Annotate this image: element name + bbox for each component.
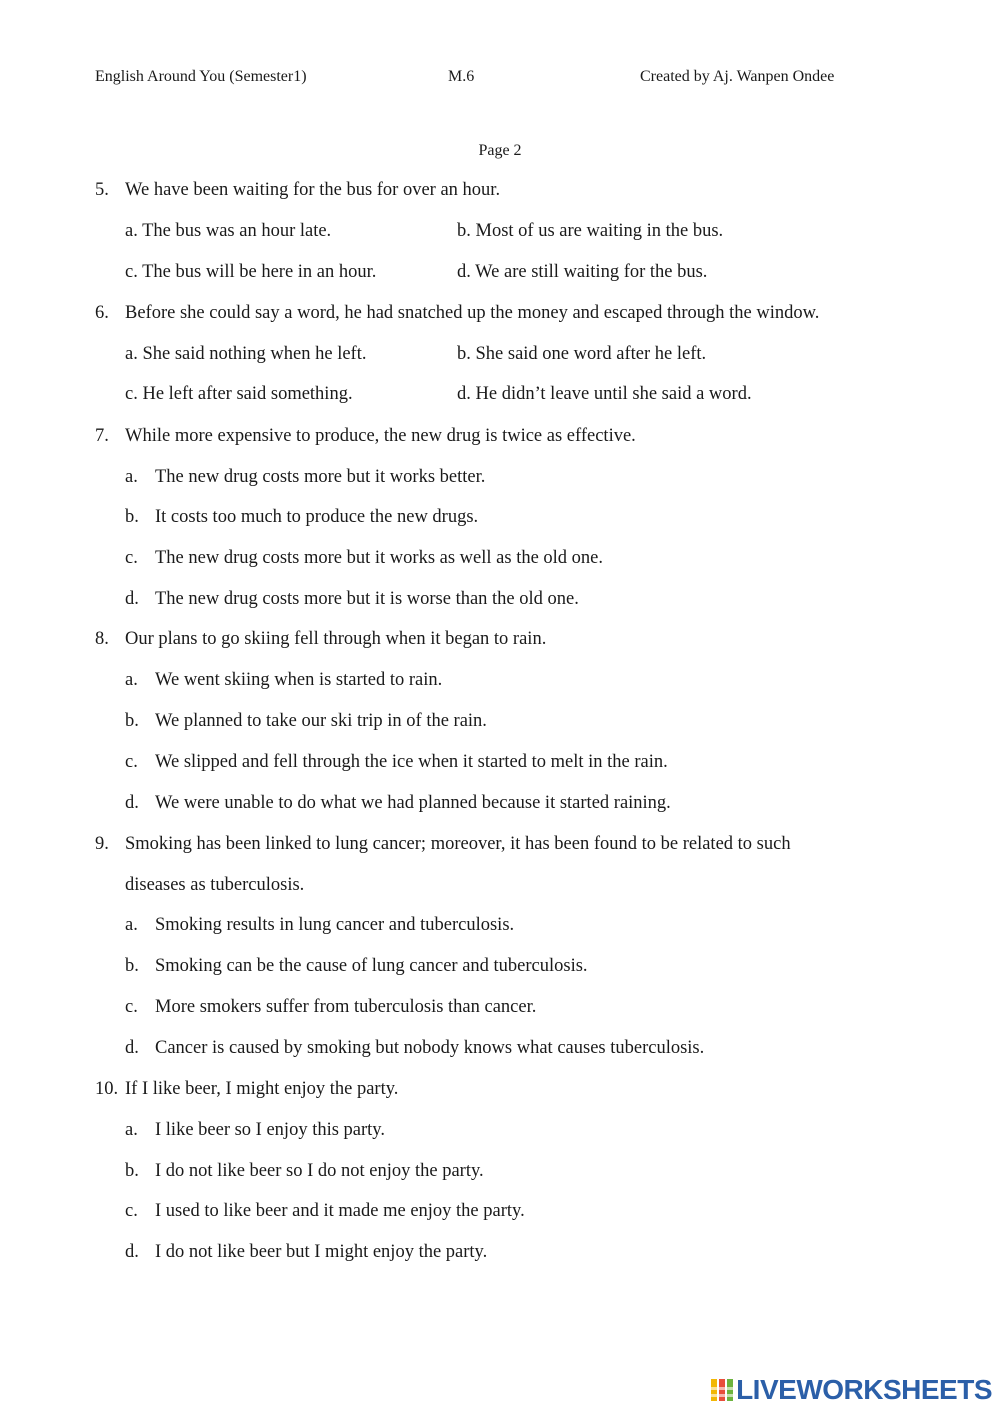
option-letter: c. xyxy=(125,997,138,1017)
answer-option[interactable]: The new drug costs more but it works better. xyxy=(155,467,486,487)
header-course-title: English Around You (Semester1) xyxy=(95,68,307,85)
option-letter: b. xyxy=(125,507,139,527)
option-letter: c. xyxy=(125,752,138,772)
question-number: 6. xyxy=(95,303,109,323)
question-text: Before she could say a word, he had snatched up the money and escaped through the window. xyxy=(125,303,820,323)
answer-option[interactable]: Smoking can be the cause of lung cancer and tuberculosis. xyxy=(155,956,588,976)
option-letter: d. xyxy=(125,1038,139,1058)
option-letter: b. xyxy=(125,1161,139,1181)
question-text: Smoking has been linked to lung cancer; moreover, it has been found to be related to such xyxy=(125,834,791,854)
answer-option[interactable]: d. We are still waiting for the bus. xyxy=(457,262,708,282)
page-number: Page 2 xyxy=(478,142,522,159)
option-letter: a. xyxy=(125,467,138,487)
answer-option[interactable]: a. The bus was an hour late. xyxy=(125,221,332,241)
liveworksheets-logo-text: LIVEWORKSHEETS xyxy=(736,1374,992,1405)
option-letter: b. xyxy=(125,956,139,976)
answer-option[interactable]: More smokers suffer from tuberculosis than cancer. xyxy=(155,997,537,1017)
option-letter: c. xyxy=(125,1201,138,1221)
answer-option[interactable]: The new drug costs more but it works as well as the old one. xyxy=(155,548,604,568)
answer-option[interactable]: c. He left after said something. xyxy=(125,384,353,404)
answer-option[interactable]: Smoking results in lung cancer and tuberculosis. xyxy=(155,915,515,935)
option-letter: d. xyxy=(125,1242,139,1262)
answer-option[interactable]: It costs too much to produce the new drugs. xyxy=(155,507,479,527)
answer-option[interactable]: a. She said nothing when he left. xyxy=(125,344,367,364)
question-number: 8. xyxy=(95,629,109,649)
answer-option[interactable]: I do not like beer so I do not enjoy the party. xyxy=(155,1161,484,1181)
question-number: 5. xyxy=(95,180,109,200)
answer-option[interactable]: We slipped and fell through the ice when it started to melt in the rain. xyxy=(155,752,668,772)
answer-option[interactable]: c. The bus will be here in an hour. xyxy=(125,262,377,282)
answer-option[interactable]: We planned to take our ski trip in of the rain. xyxy=(155,711,487,731)
answer-option[interactable]: Cancer is caused by smoking but nobody knows what causes tuberculosis. xyxy=(155,1038,705,1058)
option-letter: d. xyxy=(125,589,139,609)
question-text: If I like beer, I might enjoy the party. xyxy=(125,1079,399,1099)
question-text: We have been waiting for the bus for over an hour. xyxy=(125,180,501,200)
question-text: Our plans to go skiing fell through when it began to rain. xyxy=(125,629,547,649)
answer-option[interactable]: I do not like beer but I might enjoy the party. xyxy=(155,1242,488,1262)
question-number: 7. xyxy=(95,426,109,446)
question-text: While more expensive to produce, the new drug is twice as effective. xyxy=(125,426,636,446)
header-grade-level: M.6 xyxy=(448,68,475,85)
option-letter: a. xyxy=(125,670,138,690)
answer-option[interactable]: b. Most of us are waiting in the bus. xyxy=(457,221,724,241)
question-text-continued: diseases as tuberculosis. xyxy=(125,875,305,895)
question-number: 10. xyxy=(95,1079,119,1099)
option-letter: b. xyxy=(125,711,139,731)
option-letter: d. xyxy=(125,793,139,813)
answer-option[interactable]: d. He didn’t leave until she said a word. xyxy=(457,384,752,404)
question-number: 9. xyxy=(95,834,109,854)
option-letter: a. xyxy=(125,1120,138,1140)
answer-option[interactable]: We went skiing when is started to rain. xyxy=(155,670,443,690)
answer-option[interactable]: We were unable to do what we had planned because it started raining. xyxy=(155,793,671,813)
header-author: Created by Aj. Wanpen Ondee xyxy=(640,68,835,85)
liveworksheets-logo xyxy=(711,1373,992,1407)
answer-option[interactable]: The new drug costs more but it is worse than the old one. xyxy=(155,589,579,609)
answer-option[interactable]: I used to like beer and it made me enjoy the party. xyxy=(155,1201,525,1221)
answer-option[interactable]: b. She said one word after he left. xyxy=(457,344,707,364)
liveworksheets-logo-icon xyxy=(711,1379,733,1401)
option-letter: c. xyxy=(125,548,138,568)
option-letter: a. xyxy=(125,915,138,935)
answer-option[interactable]: I like beer so I enjoy this party. xyxy=(155,1120,385,1140)
